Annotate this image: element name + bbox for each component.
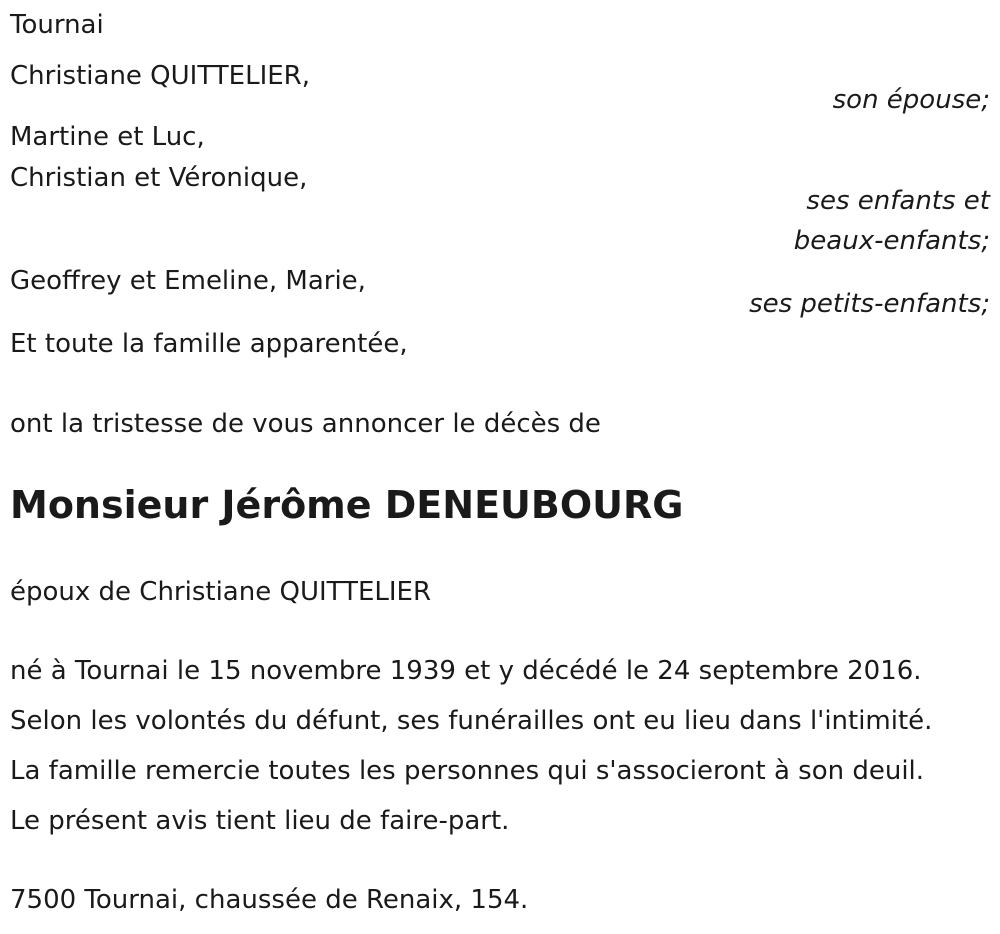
detail-birth-death: né à Tournai le 15 novembre 1939 et y décédé le 24 septembre 2016.: [10, 656, 922, 686]
city-header: Tournai: [10, 10, 104, 40]
announcement-text: ont la tristesse de vous annoncer le décès de: [10, 409, 601, 439]
deceased-name: Monsieur Jérôme DENEUBOURG: [10, 483, 684, 527]
family-name-child-1: Martine et Luc,: [10, 122, 205, 152]
detail-funeral: Selon les volontés du défunt, ses funérailles ont eu lieu dans l'intimité.: [10, 706, 933, 736]
detail-thanks: La famille remercie toutes les personnes qui s'associeront à son deuil.: [10, 756, 925, 786]
address-line: 7500 Tournai, chaussée de Renaix, 154.: [10, 885, 529, 915]
family-role-spouse: son épouse;: [832, 85, 990, 115]
family-role-children-1: ses enfants et: [806, 186, 990, 216]
family-role-grandchildren: ses petits-enfants;: [749, 289, 990, 319]
family-name-child-2: Christian et Véronique,: [10, 163, 308, 193]
family-name-extended: Et toute la famille apparentée,: [10, 329, 408, 359]
spouse-line: époux de Christiane QUITTELIER: [10, 577, 432, 607]
detail-notice: Le présent avis tient lieu de faire-part.: [10, 806, 510, 836]
family-role-children-2: beaux-enfants;: [793, 226, 990, 256]
family-name-grandchildren: Geoffrey et Emeline, Marie,: [10, 266, 366, 296]
family-name-spouse: Christiane QUITTELIER,: [10, 61, 310, 91]
